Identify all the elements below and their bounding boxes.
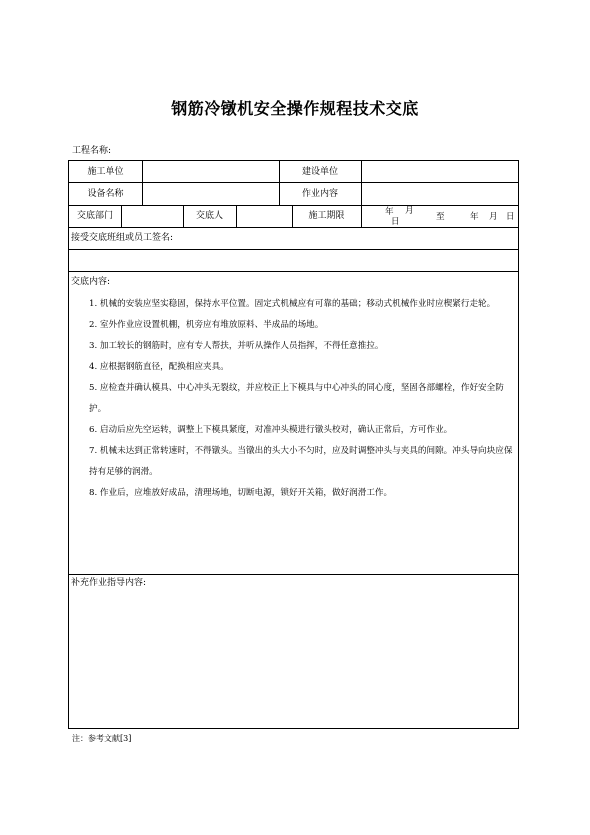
period-from-year: 年 [385,207,394,217]
content-item-6: 6. 启动后应先空运转，调整上下模具紧度，对准冲头模进行镦头校对，确认正常后，方可作业。 [89,425,453,435]
col-divider [361,205,362,227]
col-divider [121,205,122,227]
content-item-5: 5. 应检查并确认模具、中心冲头无裂纹，并应校正上下模具与中心冲头的同心度，坚固各部螺栓，作好安全防护。 [89,383,504,414]
content-item-8: 8. 作业后，应堆放好成品，清理场地，切断电源，锁好开关箱，做好润滑工作。 [89,488,393,498]
discloser-label: 交底人 [195,211,223,221]
work-content-label: 作业内容 [301,189,338,199]
content-item-1: 1. 机械的安装应坚实稳固，保持水平位置。固定式机械应有可靠的基础；移动式机械作业时应楔紧行走轮。 [89,299,496,309]
disclosure-dept-label: 交底部门 [76,211,113,221]
period-to: 至 [436,212,445,222]
reference-note: 注：参考文献[3] [72,734,132,743]
period-from-day: 日 [391,217,400,227]
row-divider [69,249,518,250]
document-title: 钢筋冷镦机安全操作规程技术交底 [171,99,419,118]
content-label: 交底内容: [71,277,111,287]
content-body [71,294,513,504]
period-to-year: 年 [470,212,479,222]
content-item-3: 3. 加工较长的钢筋时，应有专人帮扶，并听从操作人员指挥，不得任意推拉。 [89,341,384,351]
equipment-name-label: 设备名称 [87,189,124,199]
row-divider [69,574,518,575]
content-item-4: 4. 应根据钢筋直径，配换相应夹具。 [89,362,229,372]
receiver-signature-label: 接受交底班组或员工签名: [71,233,174,243]
content-item-7: 7. 机械未达到正常转速时，不得镦头。当镦出的头大小不匀时，应及时调整冲头与夹具的间隙。冲头导向块应保持有足够的润滑。 [89,446,513,477]
content-item-2: 2. 室外作业应设置机棚，机旁应有堆放原料、半成品的场地。 [89,320,324,330]
project-name-label: 工程名称: [72,146,112,156]
row-divider [69,205,518,206]
period-to-month: 月 [489,212,498,222]
period-from-month: 月 [405,206,414,216]
period-to-day: 日 [506,212,515,222]
col-divider [142,161,143,205]
supplement-label: 补充作业指导内容: [71,578,147,588]
row-divider [69,227,518,228]
row-divider [69,182,518,183]
builder-unit-label: 建设单位 [301,167,338,177]
construction-period-label: 施工期限 [308,211,345,221]
construction-unit-label: 施工单位 [87,167,124,177]
row-divider [69,271,518,272]
col-divider [361,161,362,205]
disclosure-form-table [68,160,519,729]
col-divider [236,205,237,227]
